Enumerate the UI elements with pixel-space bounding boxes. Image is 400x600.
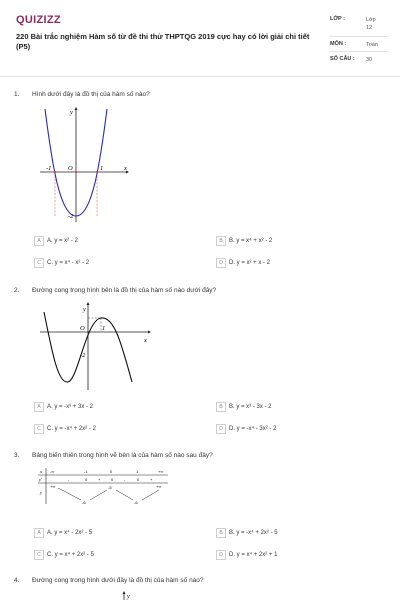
y-value: -6 <box>82 500 86 505</box>
option-letter-box: D <box>216 424 226 434</box>
y-value: +∞ <box>50 484 56 489</box>
axis-y-label: y <box>127 594 130 600</box>
question-2-option-c[interactable]: C C. y = -x⁴ + 2x² - 2 <box>34 424 96 434</box>
axis-y-label: y <box>83 306 86 313</box>
option-letter-box: B <box>216 402 226 412</box>
option-letter-box: C <box>34 258 44 268</box>
subject-value: Toán <box>366 42 378 48</box>
question-2-graph <box>36 302 156 392</box>
question-4-number: 4. <box>14 577 20 584</box>
tick-pos1-label: 1 <box>100 165 104 172</box>
question-3-option-a[interactable]: A A. y = x⁴ - 2x² - 5 <box>34 528 92 538</box>
y-value: -6 <box>134 500 138 505</box>
x-value: +∞ <box>158 469 164 474</box>
question-1-text: Hình dưới đây là đồ thị của hàm số nào? <box>32 91 150 98</box>
yprime-sign: + <box>98 477 101 482</box>
axis-x-label: x <box>124 165 127 172</box>
y-value: -5 <box>108 485 112 490</box>
option-letter-box: C <box>34 424 44 434</box>
option-letter-box: C <box>34 550 44 560</box>
grade-value: Lớp 12 <box>366 17 376 31</box>
x-value: -1 <box>84 469 88 474</box>
option-letter-box: D <box>216 258 226 268</box>
question-3-number: 3. <box>14 452 20 459</box>
x-value: -∞ <box>50 469 55 474</box>
question-1-graph <box>30 104 130 226</box>
option-letter-box: B <box>216 236 226 246</box>
question-2-text: Đường cong trong hình bên là đồ thị của hàm số nào dưới đây? <box>32 287 217 294</box>
worksheet-header <box>0 0 400 77</box>
option-letter-box: A <box>34 402 44 412</box>
question-count-label: SỐ CÂU : <box>330 56 355 62</box>
yprime-sign: - <box>124 477 126 482</box>
meta-divider <box>329 36 389 37</box>
x-value: 1 <box>136 469 139 474</box>
table-yprime-label: y' <box>39 477 42 482</box>
question-1-option-a[interactable]: A A. y = x² - 2 <box>34 236 78 246</box>
question-4-graph <box>118 590 158 600</box>
question-1-option-b[interactable]: B B. y = x⁴ + x² - 2 <box>216 236 272 246</box>
origin-label: O <box>68 165 73 172</box>
yprime-sign: 0 <box>85 477 88 482</box>
yprime-sign: + <box>150 477 153 482</box>
question-count-value: 30 <box>366 57 373 63</box>
table-y-label: y <box>40 490 42 495</box>
meta-divider <box>329 51 389 52</box>
question-1-option-c[interactable]: C C. y = x⁴ - x² - 2 <box>34 258 89 268</box>
worksheet-title: 220 Bài trắc nghiệm Hàm số từ đề thi thử THPTQG 2019 cực hay có lời giải chi tiết (P5) <box>16 32 310 51</box>
quizizz-logo: QUIZIZZ <box>16 14 61 26</box>
subject-label: MÔN : <box>330 41 347 47</box>
grade-label: LỚP : <box>330 16 345 22</box>
question-3-variation-table <box>38 466 170 506</box>
question-1-option-d[interactable]: D D. y = x² + x - 2 <box>216 258 270 268</box>
yprime-sign: 0 <box>137 477 140 482</box>
origin-label: O <box>80 325 85 332</box>
tick-neg2-label: -2 <box>68 213 74 220</box>
question-2-option-d[interactable]: D D. y = -x⁴ - 3x² - 2 <box>216 424 276 434</box>
tick-neg2-label: -2 <box>80 352 86 359</box>
question-3-option-d[interactable]: D D. y = x⁴ + 2x² + 1 <box>216 550 277 560</box>
question-2-number: 2. <box>14 287 20 294</box>
yprime-sign: 0 <box>111 477 114 482</box>
tick-pos1-label: 1 <box>102 325 106 332</box>
question-2-option-b[interactable]: B B. y = x³ - 3x - 2 <box>216 402 272 412</box>
axis-y-label: y <box>70 109 73 116</box>
question-4-text: Đường cong trong hình dưới đây là đồ thị của hàm số nào? <box>32 577 204 584</box>
tick-neg1-label: -1 <box>46 165 52 172</box>
question-3-option-b[interactable]: B B. y = -x⁴ + 2x² - 5 <box>216 528 278 538</box>
question-3-text: Bảng biến thiên trong hình vẽ bên là của hàm số nào sau đây? <box>32 452 213 459</box>
option-letter-box: A <box>34 236 44 246</box>
y-value: +∞ <box>156 484 162 489</box>
yprime-sign: - <box>68 477 70 482</box>
question-3-option-c[interactable]: C C. y = x⁴ + 2x² - 5 <box>34 550 94 560</box>
question-2-option-a[interactable]: A A. y = -x³ + 3x - 2 <box>34 402 93 412</box>
axis-x-label: x <box>144 337 147 344</box>
option-letter-box: B <box>216 528 226 538</box>
table-x-label: x <box>40 469 42 474</box>
option-letter-box: A <box>34 528 44 538</box>
x-value: 0 <box>110 469 113 474</box>
question-1-number: 1. <box>14 91 20 98</box>
option-letter-box: D <box>216 550 226 560</box>
